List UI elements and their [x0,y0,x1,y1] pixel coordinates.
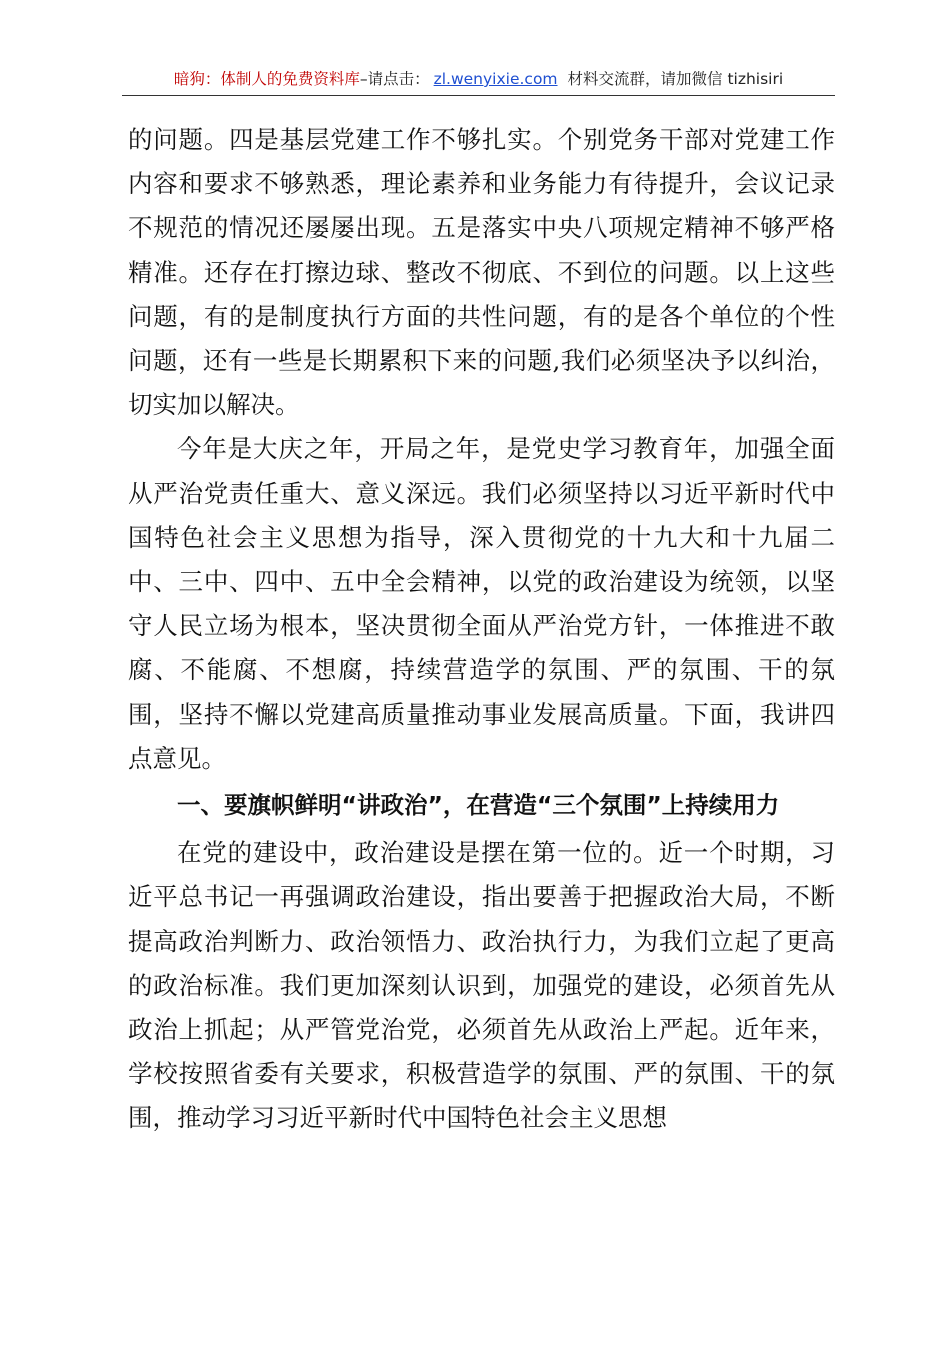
section-heading: 一、要旗帜鲜明“讲政治”，在营造“三个氛围”上持续用力 [177,791,780,820]
document-body [128,118,835,1141]
header-promo: 暗狗：体制人的免费资料库 [173,70,360,88]
page-header [122,62,835,96]
paragraph-continuation: 的问题。四是基层党建工作不够扎实。个别党务干部对党建工作内容和要求不够熟悉，理论素养和业务能力有待提升，会议记录不规范的情况还屡屡出现。五是落实中央八项规定精神不够严格精准。还存在打擦边球、整改不彻底、不到位的问题。以上这些问题，有的是制度执行方面的共性问题，有的是各个单位的个性问题，还有一些是长期累积下来的问题,我们必须坚决予以纠治，切实加以解决。 [128,125,835,420]
header-group-text: 材料交流群，请加微信 tizhisiri [567,70,784,88]
header-link[interactable]: zl.wenyixie.com [433,70,558,88]
paragraph-section-body: 在党的建设中，政治建设是摆在第一位的。近一个时期，习近平总书记一再强调政治建设，指出要善于把握政治大局，不断提高政治判断力、政治领悟力、政治执行力，为我们立起了更高的政治标准。我们更加深刻认识到，加强党的建设，必须首先从政治上抓起；从严管党治党，必须首先从政治上严起。近年来，学校按照省委有关要求，积极营造学的氛围、严的氛围、干的氛围，推动学习习近平新时代中国特色社会主义思想 [128,838,835,1133]
header-click-prompt: –请点击： [359,70,430,88]
paragraph-intro: 今年是大庆之年，开局之年，是党史学习教育年，加强全面从严治党责任重大、意义深远。我们必须坚持以习近平新时代中国特色社会主义思想为指导，深入贯彻党的十九大和十九届二中、三中、四中、五中全会精神，以党的政治建设为统领，以坚守人民立场为根本，坚决贯彻全面从严治党方针，一体推进不敢腐、不能腐、不想腐，持续营造学的氛围、严的氛围、干的氛围，坚持不懈以党建高质量推动事业发展高质量。下面，我讲四点意见。 [128,434,835,773]
